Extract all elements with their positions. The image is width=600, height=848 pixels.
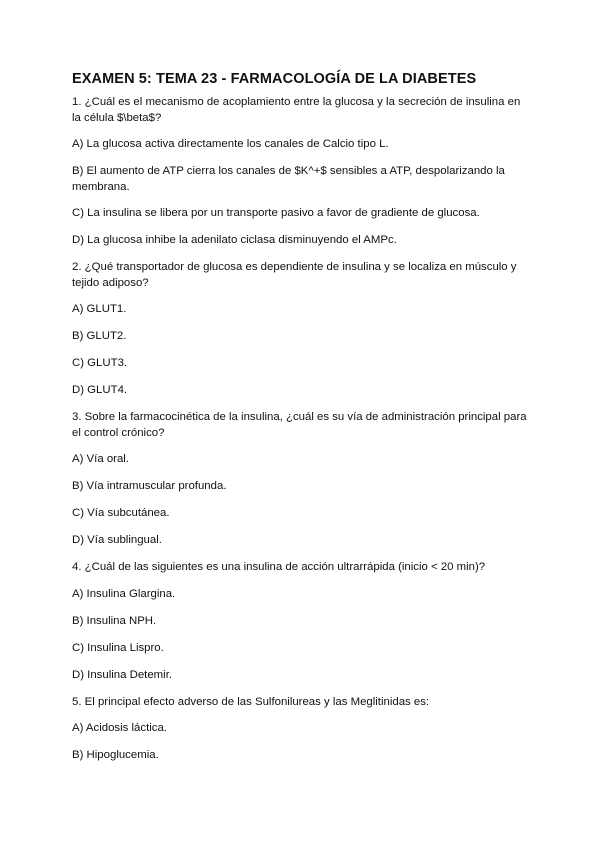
question-4 [72,560,532,683]
option-b: B) Hipoglucemia. [72,749,159,761]
question-text: 1. ¿Cuál es el mecanismo de acoplamiento entre la glucosa y la secreción de insulina en la célula $\beta$? [72,96,521,124]
question-text: 4. ¿Cuál de las siguientes es una insulina de acción ultrarrápida (inicio < 20 min)? [72,561,486,573]
option-b: B) El aumento de ATP cierra los canales de $K^+$ sensibles a ATP, despolarizando la membrana. [72,165,505,193]
option-a: A) La glucosa activa directamente los canales de Calcio tipo L. [72,138,389,150]
question-text: 3. Sobre la farmacocinética de la insulina, ¿cuál es su vía de administración principal para el control crónico? [72,411,527,439]
page-title: EXAMEN 5: TEMA 23 - FARMACOLOGÍA DE LA DIABETES [72,71,477,87]
question-text: 2. ¿Qué transportador de glucosa es dependiente de insulina y se localiza en músculo y tejido adiposo? [72,261,517,289]
option-b: B) Vía intramuscular profunda. [72,480,227,492]
option-d: D) GLUT4. [72,384,128,396]
option-d: D) Vía sublingual. [72,534,162,546]
question-1 [72,95,532,249]
option-a: A) Acidosis láctica. [72,722,167,734]
question-text: 5. El principal efecto adverso de las Sulfonilureas y las Meglitinidas es: [72,695,430,708]
option-d: D) La glucosa inhibe la adenilato ciclasa disminuyendo el AMPc. [72,234,397,246]
option-a: A) GLUT1. [72,303,127,315]
option-a: A) Vía oral. [72,453,129,465]
document-page [72,71,532,775]
option-c: C) GLUT3. [72,357,128,369]
option-b: B) Insulina NPH. [72,614,157,627]
option-d: D) Insulina Detemir. [72,668,173,681]
question-2 [72,260,532,399]
option-c: C) Vía subcutánea. [72,507,170,519]
option-c: C) Insulina Lispro. [72,641,164,654]
question-5 [72,695,532,764]
question-3 [72,410,532,549]
option-a: A) Insulina Glargina. [72,587,176,600]
option-c: C) La insulina se libera por un transporte pasivo a favor de gradiente de glucosa. [72,207,480,219]
option-b: B) GLUT2. [72,330,127,342]
